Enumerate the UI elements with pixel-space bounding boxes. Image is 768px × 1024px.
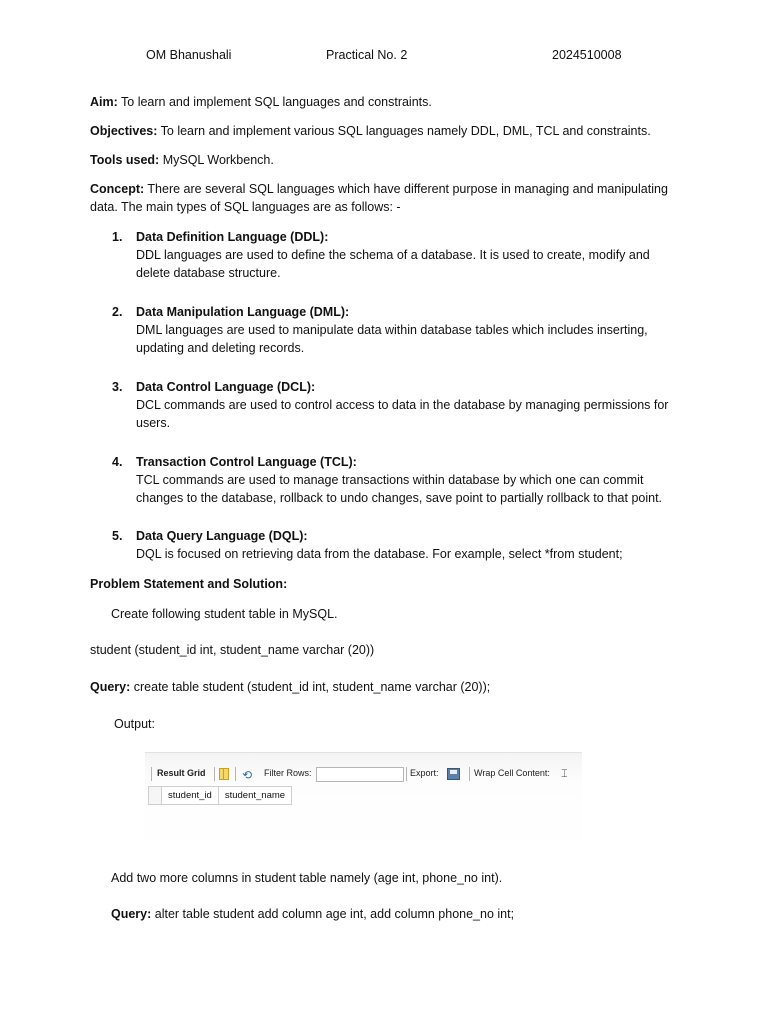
aim-text: To learn and implement SQL languages and constraints. [117, 95, 432, 109]
list-description: DML languages are used to manipulate data within database tables which includes inserting, updating and deleting records. [136, 323, 648, 355]
refresh-icon[interactable]: ⟲ [242, 768, 253, 782]
table-schema: student (student_id int, student_name varchar (20)) [90, 643, 375, 657]
toolbar-separator [151, 767, 152, 781]
list-number: 1. [112, 230, 123, 244]
problem-heading [90, 575, 690, 593]
export-icon[interactable] [447, 768, 460, 780]
query-text: create table student (student_id int, student_name varchar (20)); [130, 680, 491, 694]
tools-text: MySQL Workbench. [159, 153, 274, 167]
concept-label: Concept: [90, 182, 145, 196]
list-description: DQL is focused on retrieving data from the database. For example, select *from student; [136, 547, 623, 561]
query-create [90, 678, 690, 696]
list-title: Data Query Language (DQL): [136, 529, 308, 543]
tools-label: Tools used: [90, 153, 160, 167]
wrap-cell-label: Wrap Cell Content: [474, 768, 550, 778]
list-number: 2. [112, 305, 123, 319]
toolbar-separator [235, 767, 236, 781]
aim-label: Aim: [90, 95, 118, 109]
query-alter [111, 905, 711, 923]
tools-paragraph [90, 151, 690, 169]
list-title: Data Control Language (DCL): [136, 380, 316, 394]
list-number: 3. [112, 380, 123, 394]
list-number: 5. [112, 529, 123, 543]
list-description: DDL languages are used to define the schema of a database. It is used to create, modify and delete database structure. [136, 248, 650, 280]
page-header [0, 48, 768, 64]
author-name: OM Bhanushali [146, 48, 232, 62]
list-number: 4. [112, 455, 123, 469]
table-header-row [149, 787, 292, 805]
result-grid-toolbar [145, 765, 582, 783]
query-text: alter table student add column age int, add column phone_no int; [151, 907, 515, 921]
aim-paragraph [90, 93, 690, 111]
export-label: Export: [410, 768, 439, 778]
list-description: DCL commands are used to control access to data in the database by managing permissions for users. [136, 398, 669, 430]
result-grid-tab[interactable]: Result Grid [157, 768, 206, 778]
toolbar-separator [469, 767, 470, 781]
roll-number: 2024510008 [552, 48, 622, 62]
toolbar-separator [214, 767, 215, 781]
grid-view-icon[interactable] [219, 768, 229, 780]
row-header-cell [149, 787, 162, 805]
task-add-columns: Add two more columns in student table namely (age int, phone_no int). [111, 871, 503, 885]
wrap-cell-icon[interactable]: ⌶ [561, 768, 568, 780]
task-create-table: Create following student table in MySQL. [111, 607, 338, 621]
result-grid-screenshot [145, 752, 582, 853]
filter-rows-input[interactable] [316, 767, 404, 782]
concept-text: There are several SQL languages which have different purpose in managing and manipulating data. The main types of SQL languages are as follows: - [90, 182, 668, 214]
objectives-text: To learn and implement various SQL languages namely DDL, DML, TCL and constraints. [157, 124, 651, 138]
practical-number: Practical No. 2 [326, 48, 408, 62]
list-title: Transaction Control Language (TCL): [136, 455, 357, 469]
objectives-paragraph [90, 122, 690, 140]
column-header-student-name[interactable]: student_name [218, 787, 291, 805]
list-title: Data Definition Language (DDL): [136, 230, 329, 244]
query-label: Query: [90, 680, 131, 694]
filter-rows-label: Filter Rows: [264, 768, 312, 778]
query-label: Query: [111, 907, 152, 921]
list-description: TCL commands are used to manage transactions within database by which one can commit changes to the database, rollback to undo changes, save point to partially rollback to that point. [136, 473, 663, 505]
objectives-label: Objectives: [90, 124, 158, 138]
concept-paragraph [90, 180, 680, 216]
output-label: Output: [114, 717, 155, 731]
result-table [148, 786, 292, 805]
toolbar-separator [406, 767, 407, 781]
problem-heading-text: Problem Statement and Solution: [90, 577, 288, 591]
column-header-student-id[interactable]: student_id [162, 787, 219, 805]
list-title: Data Manipulation Language (DML): [136, 305, 350, 319]
